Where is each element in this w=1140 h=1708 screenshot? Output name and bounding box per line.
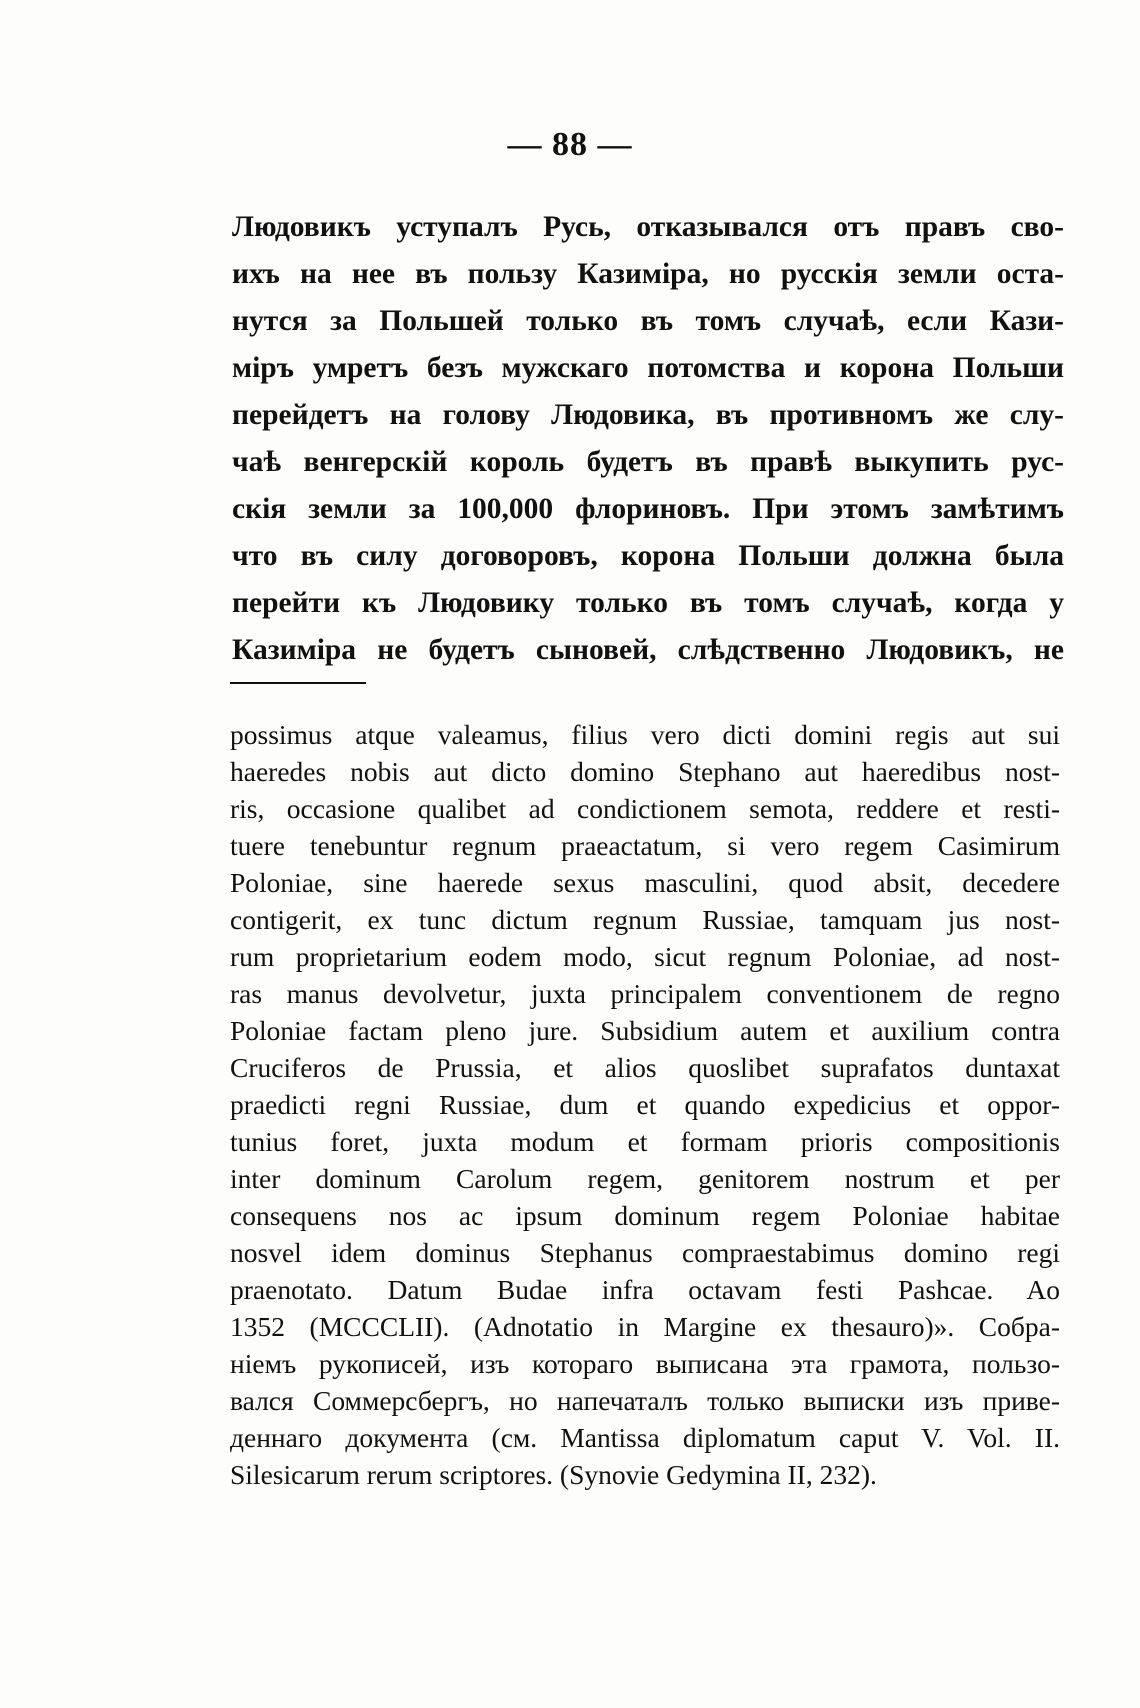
footnote-divider: [230, 682, 366, 684]
main-text-line: ихъ на нее въ пользу Казиміра, но русскія земли оста-: [232, 258, 1064, 290]
footnote-line: ris, occasione qualibet ad condictionem semota, reddere et resti-: [230, 793, 1060, 824]
footnote-line: tunius foret, juxta modum et formam prioris compositionis: [230, 1126, 1060, 1157]
footnote: [230, 716, 1060, 1493]
footnote-line: inter dominum Carolum regem, genitorem nostrum et per: [230, 1163, 1060, 1194]
footnote-line: Poloniae factam pleno jure. Subsidium autem et auxilium contra: [230, 1015, 1060, 1046]
footnote-line: nosvel idem dominus Stephanus compraestabimus domino regi: [230, 1237, 1060, 1268]
main-text-line: скія земли за 100,000 флориновъ. При этомъ замѣтимъ: [232, 493, 1064, 525]
footnote-line: 1352 (MCCCLII). (Adnotatio in Margine ex thesauro)». Собра-: [230, 1311, 1060, 1342]
footnote-line: praenotato. Datum Budae infra octavam festi Pashcae. Ao: [230, 1274, 1060, 1305]
footnote-line: деннаго документа (см. Mantissa diplomatum caput V. Vol. II.: [230, 1422, 1060, 1453]
footnote-line: praedicti regni Russiae, dum et quando expedicius et oppor-: [230, 1089, 1060, 1120]
footnote-line: ras manus devolvetur, juxta principalem conventionem de regno: [230, 978, 1060, 1009]
footnote-line: вался Соммерсбергъ, но напечаталъ только выписки изъ приве-: [230, 1385, 1060, 1416]
footnote-line: ніемъ рукописей, изъ котораго выписана эта грамота, пользо-: [230, 1348, 1060, 1379]
main-text-line: перейти къ Людовику только въ томъ случаѣ, когда у: [232, 587, 1064, 619]
main-text: [232, 204, 1064, 674]
page-number: — 88 —: [507, 126, 633, 163]
main-text-line: что въ силу договоровъ, корона Польши должна была: [232, 540, 1064, 572]
footnote-line: Cruciferos de Prussia, et alios quoslibet suprafatos duntaxat: [230, 1052, 1060, 1083]
footnote-line: Silesicarum rerum scriptores. (Synovie Gedymina II, 232).: [230, 1459, 877, 1490]
footnote-line: consequens nos ac ipsum dominum regem Poloniae habitae: [230, 1200, 1060, 1231]
footnote-line: rum proprietarium eodem modo, sicut regnum Poloniae, ad nost-: [230, 941, 1060, 972]
footnote-line: Poloniae, sine haerede sexus masculini, quod absit, decedere: [230, 867, 1060, 898]
main-text-line: нутся за Польшей только въ томъ случаѣ, если Кази-: [232, 305, 1064, 337]
main-text-line: міръ умретъ безъ мужскаго потомства и корона Польши: [232, 352, 1064, 384]
footnote-line: haeredes nobis aut dicto domino Stephano aut haeredibus nost-: [230, 756, 1060, 787]
main-text-line: Казиміра не будетъ сыновей, слѣдственно Людовикъ, не: [232, 634, 1064, 666]
footnote-line: tuere tenebuntur regnum praeactatum, si vero regem Casimirum: [230, 830, 1060, 861]
main-text-line: перейдетъ на голову Людовика, въ противномъ же слу-: [232, 399, 1064, 431]
main-text-line: чаѣ венгерскій король будетъ въ правѣ выкупить рус-: [232, 446, 1064, 478]
footnote-line: possimus atque valeamus, filius vero dicti domini regis aut sui: [230, 719, 1060, 750]
main-text-line: Людовикъ уступалъ Русь, отказывался отъ правъ сво-: [232, 211, 1064, 243]
footnote-line: contigerit, ex tunc dictum regnum Russiae, tamquam jus nost-: [230, 904, 1060, 935]
